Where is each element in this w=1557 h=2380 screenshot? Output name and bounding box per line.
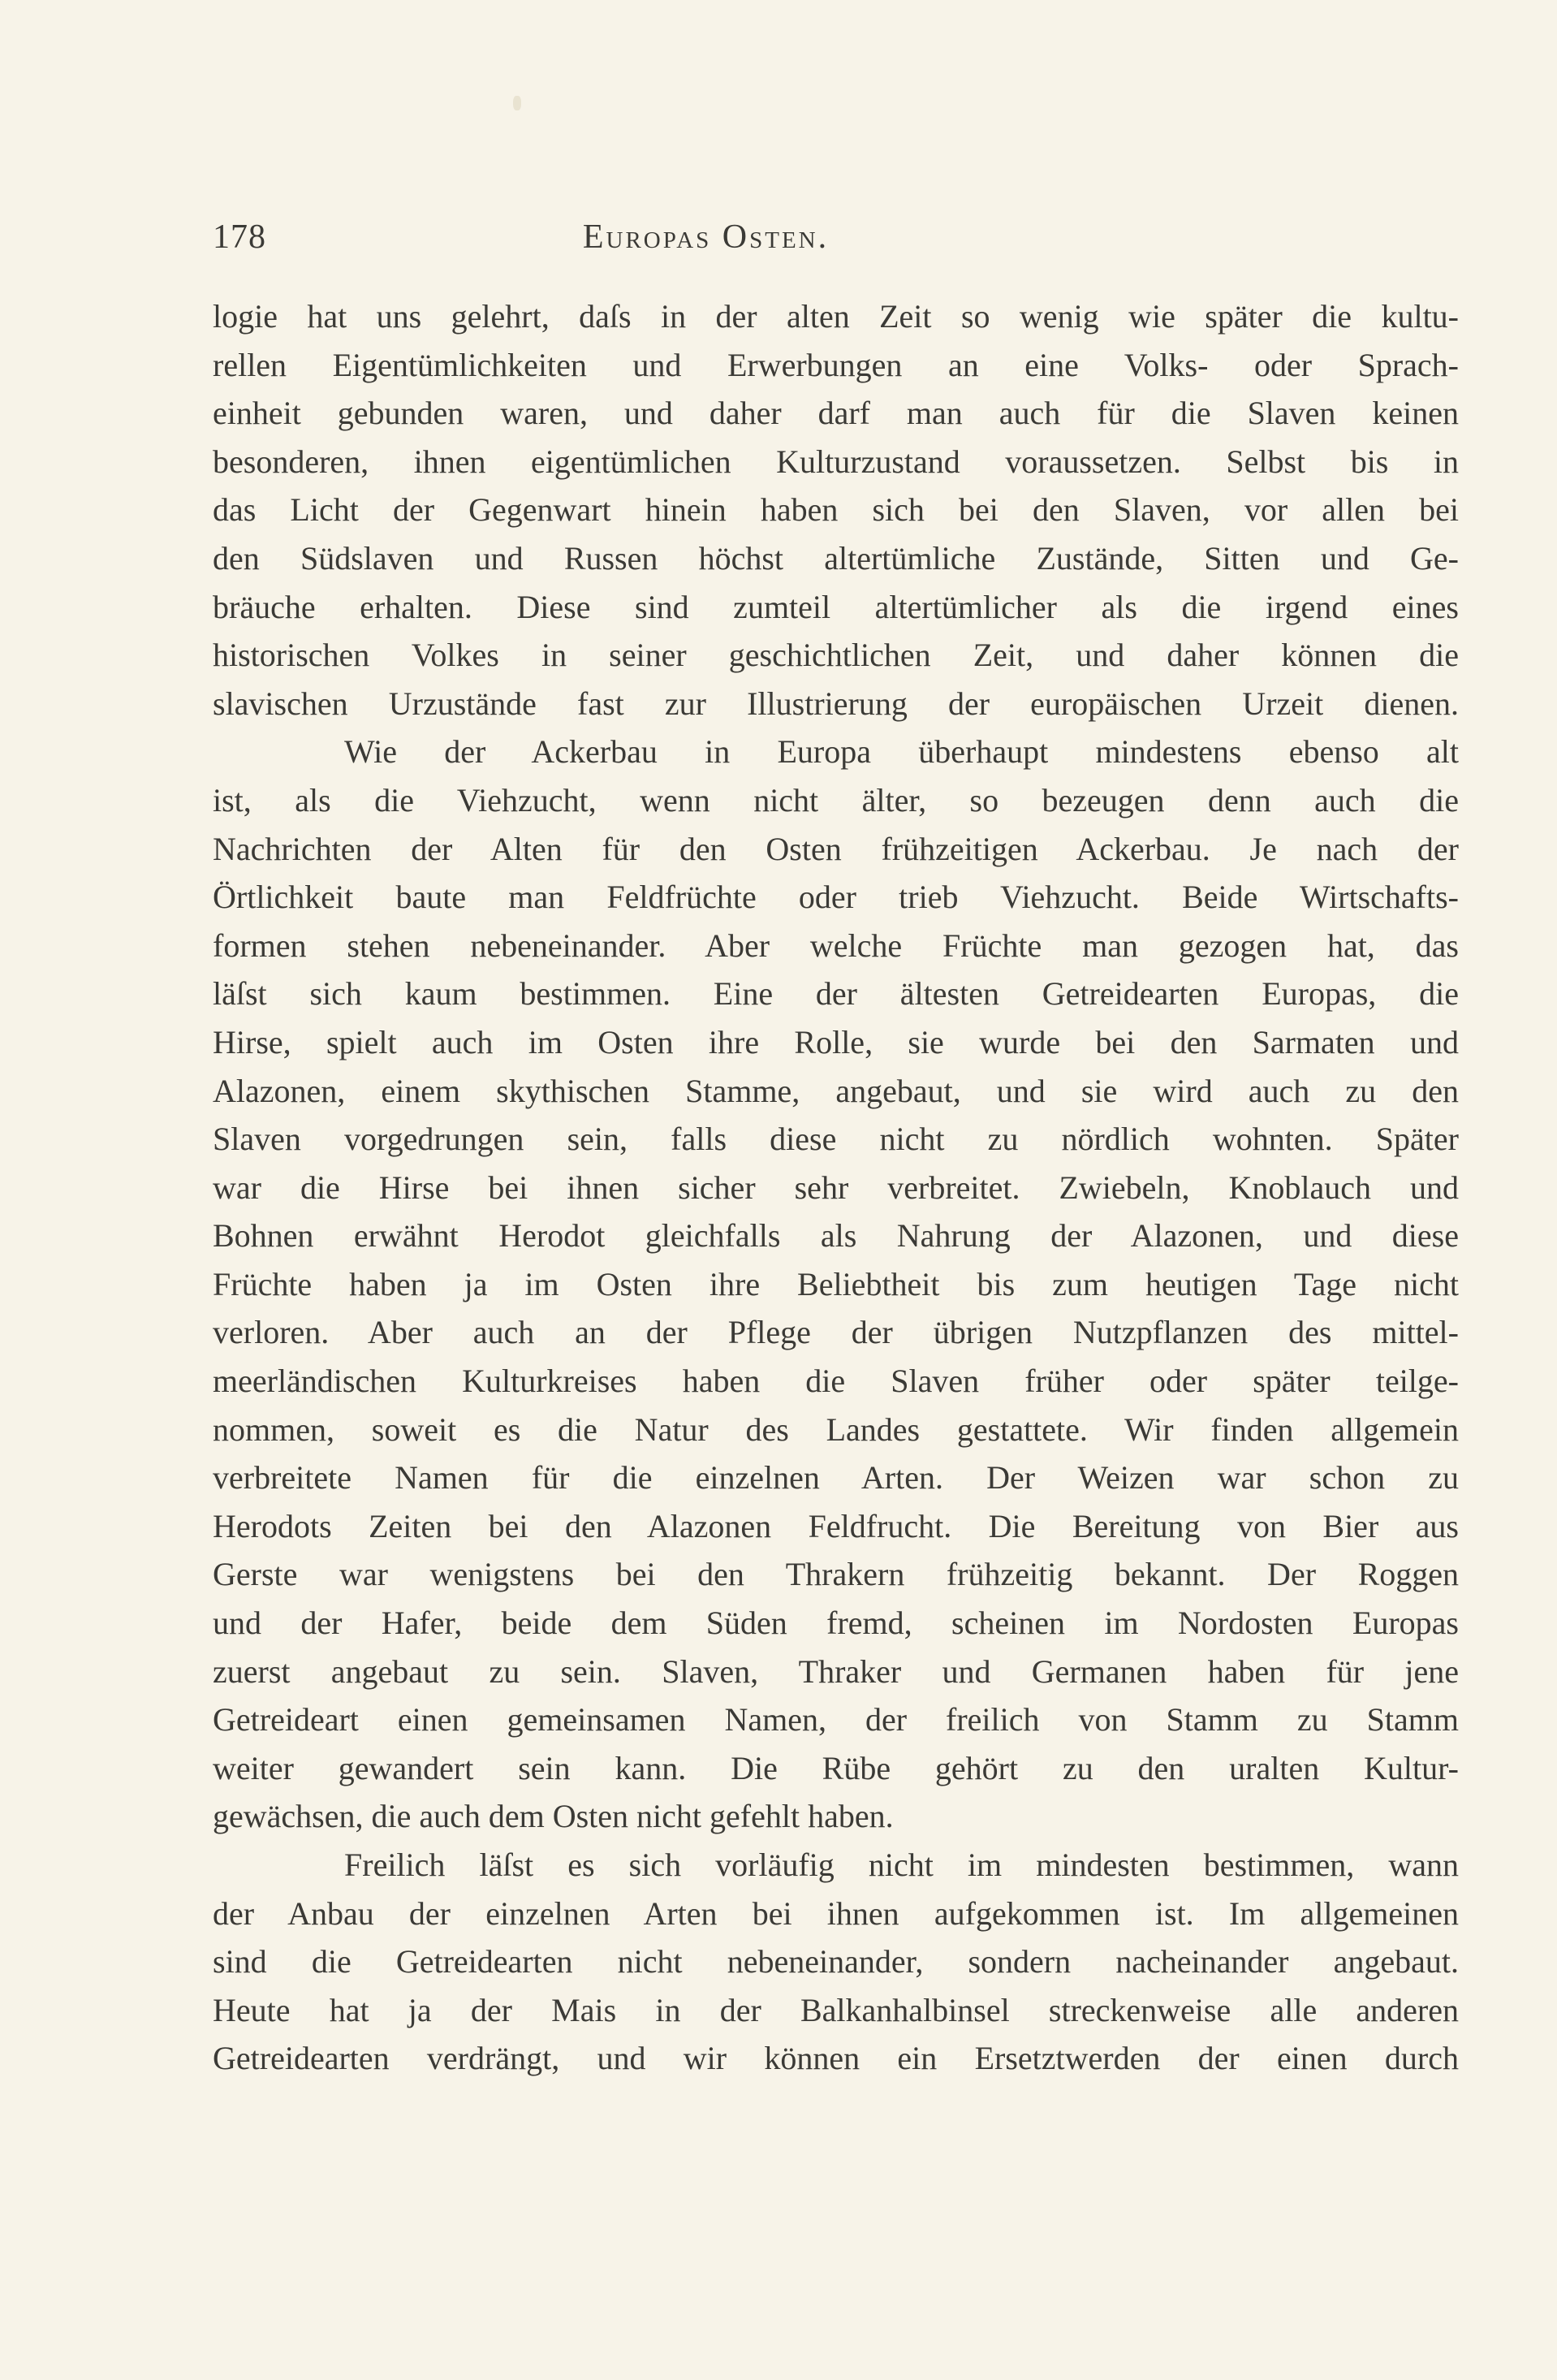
text-line: historischen Volkes in seiner geschichtlichen Zeit, und daher können die <box>213 637 1459 674</box>
paper-blemish <box>513 96 521 110</box>
body-text <box>213 292 1459 2083</box>
text-line: war die Hirse bei ihnen sicher sehr verbreitet. Zwiebeln, Knoblauch und <box>213 1168 1459 1206</box>
text-line: besonderen, ihnen eigentümlichen Kulturzustand voraussetzen. Selbst bis in <box>213 443 1459 480</box>
text-line: und der Hafer, beide dem Süden fremd, scheinen im Nordosten Europas <box>213 1605 1459 1642</box>
text-line: Hirse, spielt auch im Osten ihre Rolle, sie wurde bei den Sarmaten und <box>213 1023 1459 1060</box>
text-line: Heute hat ja der Mais in der Balkanhalbinsel streckenweise alle anderen <box>213 1991 1459 2028</box>
text-line: der Anbau der einzelnen Arten bei ihnen aufgekommen ist. Im allgemeinen <box>213 1894 1459 1932</box>
text-line: das Licht der Gegenwart hinein haben sich bei den Slaven, vor allen bei <box>213 491 1459 529</box>
page-number: 178 <box>213 218 266 256</box>
text-line: nommen, soweit es die Natur des Landes gestattete. Wir finden allgemein <box>213 1410 1459 1448</box>
text-line: Getreidearten verdrängt, und wir können ein Ersetztwerden der einen durch <box>213 2040 1459 2077</box>
text-line: Herodots Zeiten bei den Alazonen Feldfrucht. Die Bereitung von Bier aus <box>213 1507 1459 1544</box>
paragraph-last-line: gewächsen, die auch dem Osten nicht gefehlt haben. <box>213 1798 894 1835</box>
text-line: Gerste war wenigstens bei den Thrakern frühzeitig bekannt. Der Roggen <box>213 1556 1459 1593</box>
text-line: Nachrichten der Alten für den Osten frühzeitigen Ackerbau. Je nach der <box>213 830 1459 867</box>
running-head: Europas Osten. <box>582 218 830 256</box>
text-line: logie hat uns gelehrt, daſs in der alten Zeit so wenig wie später die kultu- <box>213 298 1459 335</box>
text-line: den Südslaven und Russen höchst altertümliche Zustände, Sitten und Ge- <box>213 539 1459 577</box>
text-line: Örtlichkeit baute man Feldfrüchte oder trieb Viehzucht. Beide Wirtschafts- <box>213 879 1459 916</box>
text-line: sind die Getreidearten nicht nebeneinander, sondern nacheinander angebaut. <box>213 1943 1459 1980</box>
text-line: bräuche erhalten. Diese sind zumteil altertümlicher als die irgend eines <box>213 588 1459 625</box>
text-line: verloren. Aber auch an der Pflege der übrigen Nutzpflanzen des mittel- <box>213 1314 1459 1351</box>
text-line: einheit gebunden waren, und daher darf man auch für die Slaven keinen <box>213 395 1459 432</box>
text-line: läſst sich kaum bestimmen. Eine der ältesten Getreidearten Europas, die <box>213 975 1459 1013</box>
text-line: meerländischen Kulturkreises haben die Slaven früher oder später teilge- <box>213 1363 1459 1400</box>
paragraph-first-line: Wie der Ackerbau in Europa überhaupt mindestens ebenso alt <box>344 733 1459 771</box>
text-line: Getreideart einen gemeinsamen Namen, der freilich von Stamm zu Stamm <box>213 1701 1459 1739</box>
text-line: zuerst angebaut zu sein. Slaven, Thraker und Germanen haben für jene <box>213 1652 1459 1690</box>
page-header <box>213 218 1459 266</box>
text-line: ist, als die Viehzucht, wenn nicht älter, so bezeugen denn auch die <box>213 781 1459 819</box>
text-line: formen stehen nebeneinander. Aber welche Früchte man gezogen hat, das <box>213 927 1459 964</box>
text-line: weiter gewandert sein kann. Die Rübe gehört zu den uralten Kultur- <box>213 1749 1459 1786</box>
paragraph-first-line: Freilich läſst es sich vorläufig nicht im mindesten bestimmen, wann <box>344 1847 1459 1883</box>
text-line: Bohnen erwähnt Herodot gleichfalls als Nahrung der Alazonen, und diese <box>213 1217 1459 1255</box>
text-line: verbreitete Namen für die einzelnen Arten. Der Weizen war schon zu <box>213 1459 1459 1497</box>
text-line: Alazonen, einem skythischen Stamme, angebaut, und sie wird auch zu den <box>213 1072 1459 1109</box>
text-line: Früchte haben ja im Osten ihre Beliebtheit bis zum heutigen Tage nicht <box>213 1265 1459 1302</box>
text-line: slavischen Urzustände fast zur Illustrierung der europäischen Urzeit dienen. <box>213 685 1459 722</box>
text-line: rellen Eigentümlichkeiten und Erwerbungen an eine Volks- oder Sprach- <box>213 346 1459 383</box>
text-line: Slaven vorgedrungen sein, falls diese nicht zu nördlich wohnten. Später <box>213 1121 1459 1158</box>
